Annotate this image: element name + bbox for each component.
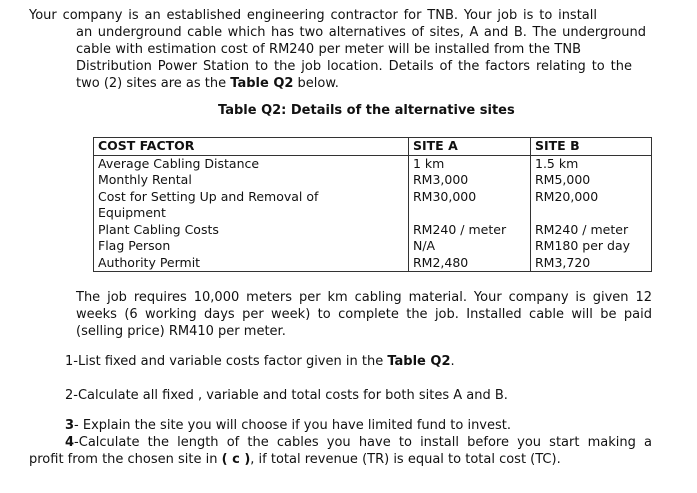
cell-factor: Equipment — [94, 205, 409, 222]
header-site-b: SITE B — [531, 138, 652, 156]
intro-line-2: an underground cable which has two alternatives of sites, A and B. The underground — [76, 25, 646, 40]
question-4-end: , if total revenue (TR) is equal to total cost (TC). — [250, 452, 561, 467]
cell-site-a: RM2,480 — [409, 255, 531, 272]
cell-site-a: RM30,000 — [409, 189, 531, 206]
table-row — [94, 155, 652, 172]
table-row — [94, 222, 652, 239]
header-site-a: SITE A — [409, 138, 531, 156]
question-1-end: . — [450, 354, 455, 369]
question-3 — [65, 417, 511, 434]
cell-factor: Average Cabling Distance — [94, 155, 409, 172]
table-row — [94, 189, 652, 206]
intro-line-5-end: below. — [293, 76, 339, 91]
cell-factor: Plant Cabling Costs — [94, 222, 409, 239]
table-row — [94, 172, 652, 189]
cell-site-a: RM3,000 — [409, 172, 531, 189]
cell-factor: Monthly Rental — [94, 172, 409, 189]
question-1-text: 1-List fixed and variable costs factor given in the — [65, 354, 388, 369]
question-4-part-ref: ( c ) — [221, 452, 251, 467]
cell-site-a: 1 km — [409, 155, 531, 172]
question-4-text-2: profit from the chosen site in — [29, 452, 222, 467]
cell-factor: Authority Permit — [94, 255, 409, 272]
question-4-text: -Calculate the length of the cables you have to install before you start making a — [74, 435, 652, 450]
table-row — [94, 255, 652, 272]
question-3-text: - Explain the site you will choose if you have limited fund to invest. — [74, 418, 512, 433]
intro-line-5 — [76, 75, 339, 92]
question-4-line-1 — [65, 434, 652, 451]
cell-site-b: RM240 / meter — [531, 222, 652, 239]
cell-site-a: RM240 / meter — [409, 222, 531, 239]
cell-site-b: RM5,000 — [531, 172, 652, 189]
header-cost-factor: COST FACTOR — [94, 138, 409, 156]
job-line-2: weeks (6 working days per week) to complete the job. Installed cable will be paid — [76, 307, 652, 322]
intro-line-4: Distribution Power Station to the job location. Details of the factors relating to the — [76, 59, 632, 74]
question-3-number: 3 — [65, 418, 75, 433]
cost-factor-table — [93, 137, 652, 272]
cell-site-b: RM3,720 — [531, 255, 652, 272]
table-title: Table Q2: Details of the alternative sites — [218, 103, 515, 118]
table-header-row — [94, 138, 652, 156]
job-line-1: The job requires 10,000 meters per km cabling material. Your company is given 12 — [76, 290, 652, 305]
cell-site-b: RM20,000 — [531, 189, 652, 206]
cell-factor: Flag Person — [94, 238, 409, 255]
table-reference: Table Q2 — [230, 76, 294, 91]
cell-site-b: 1.5 km — [531, 155, 652, 172]
cell-site-b: RM180 per day — [531, 238, 652, 255]
intro-line-1: Your company is an established engineering contractor for TNB. Your job is to install — [29, 8, 597, 23]
cell-site-b — [531, 205, 652, 222]
cell-factor: Cost for Setting Up and Removal of — [94, 189, 409, 206]
cell-site-a — [409, 205, 531, 222]
question-1-table-ref: Table Q2 — [387, 354, 451, 369]
question-2: 2-Calculate all fixed , variable and total costs for both sites A and B. — [65, 388, 508, 403]
intro-line-5-text: two (2) sites are as the — [76, 76, 231, 91]
job-line-3: (selling price) RM410 per meter. — [76, 324, 286, 339]
question-4-line-2 — [29, 451, 561, 468]
intro-line-3: cable with estimation cost of RM240 per meter will be installed from the TNB — [76, 42, 581, 57]
table-row — [94, 238, 652, 255]
question-4-number: 4 — [65, 435, 75, 450]
question-1 — [65, 353, 455, 370]
table-row — [94, 205, 652, 222]
cell-site-a: N/A — [409, 238, 531, 255]
